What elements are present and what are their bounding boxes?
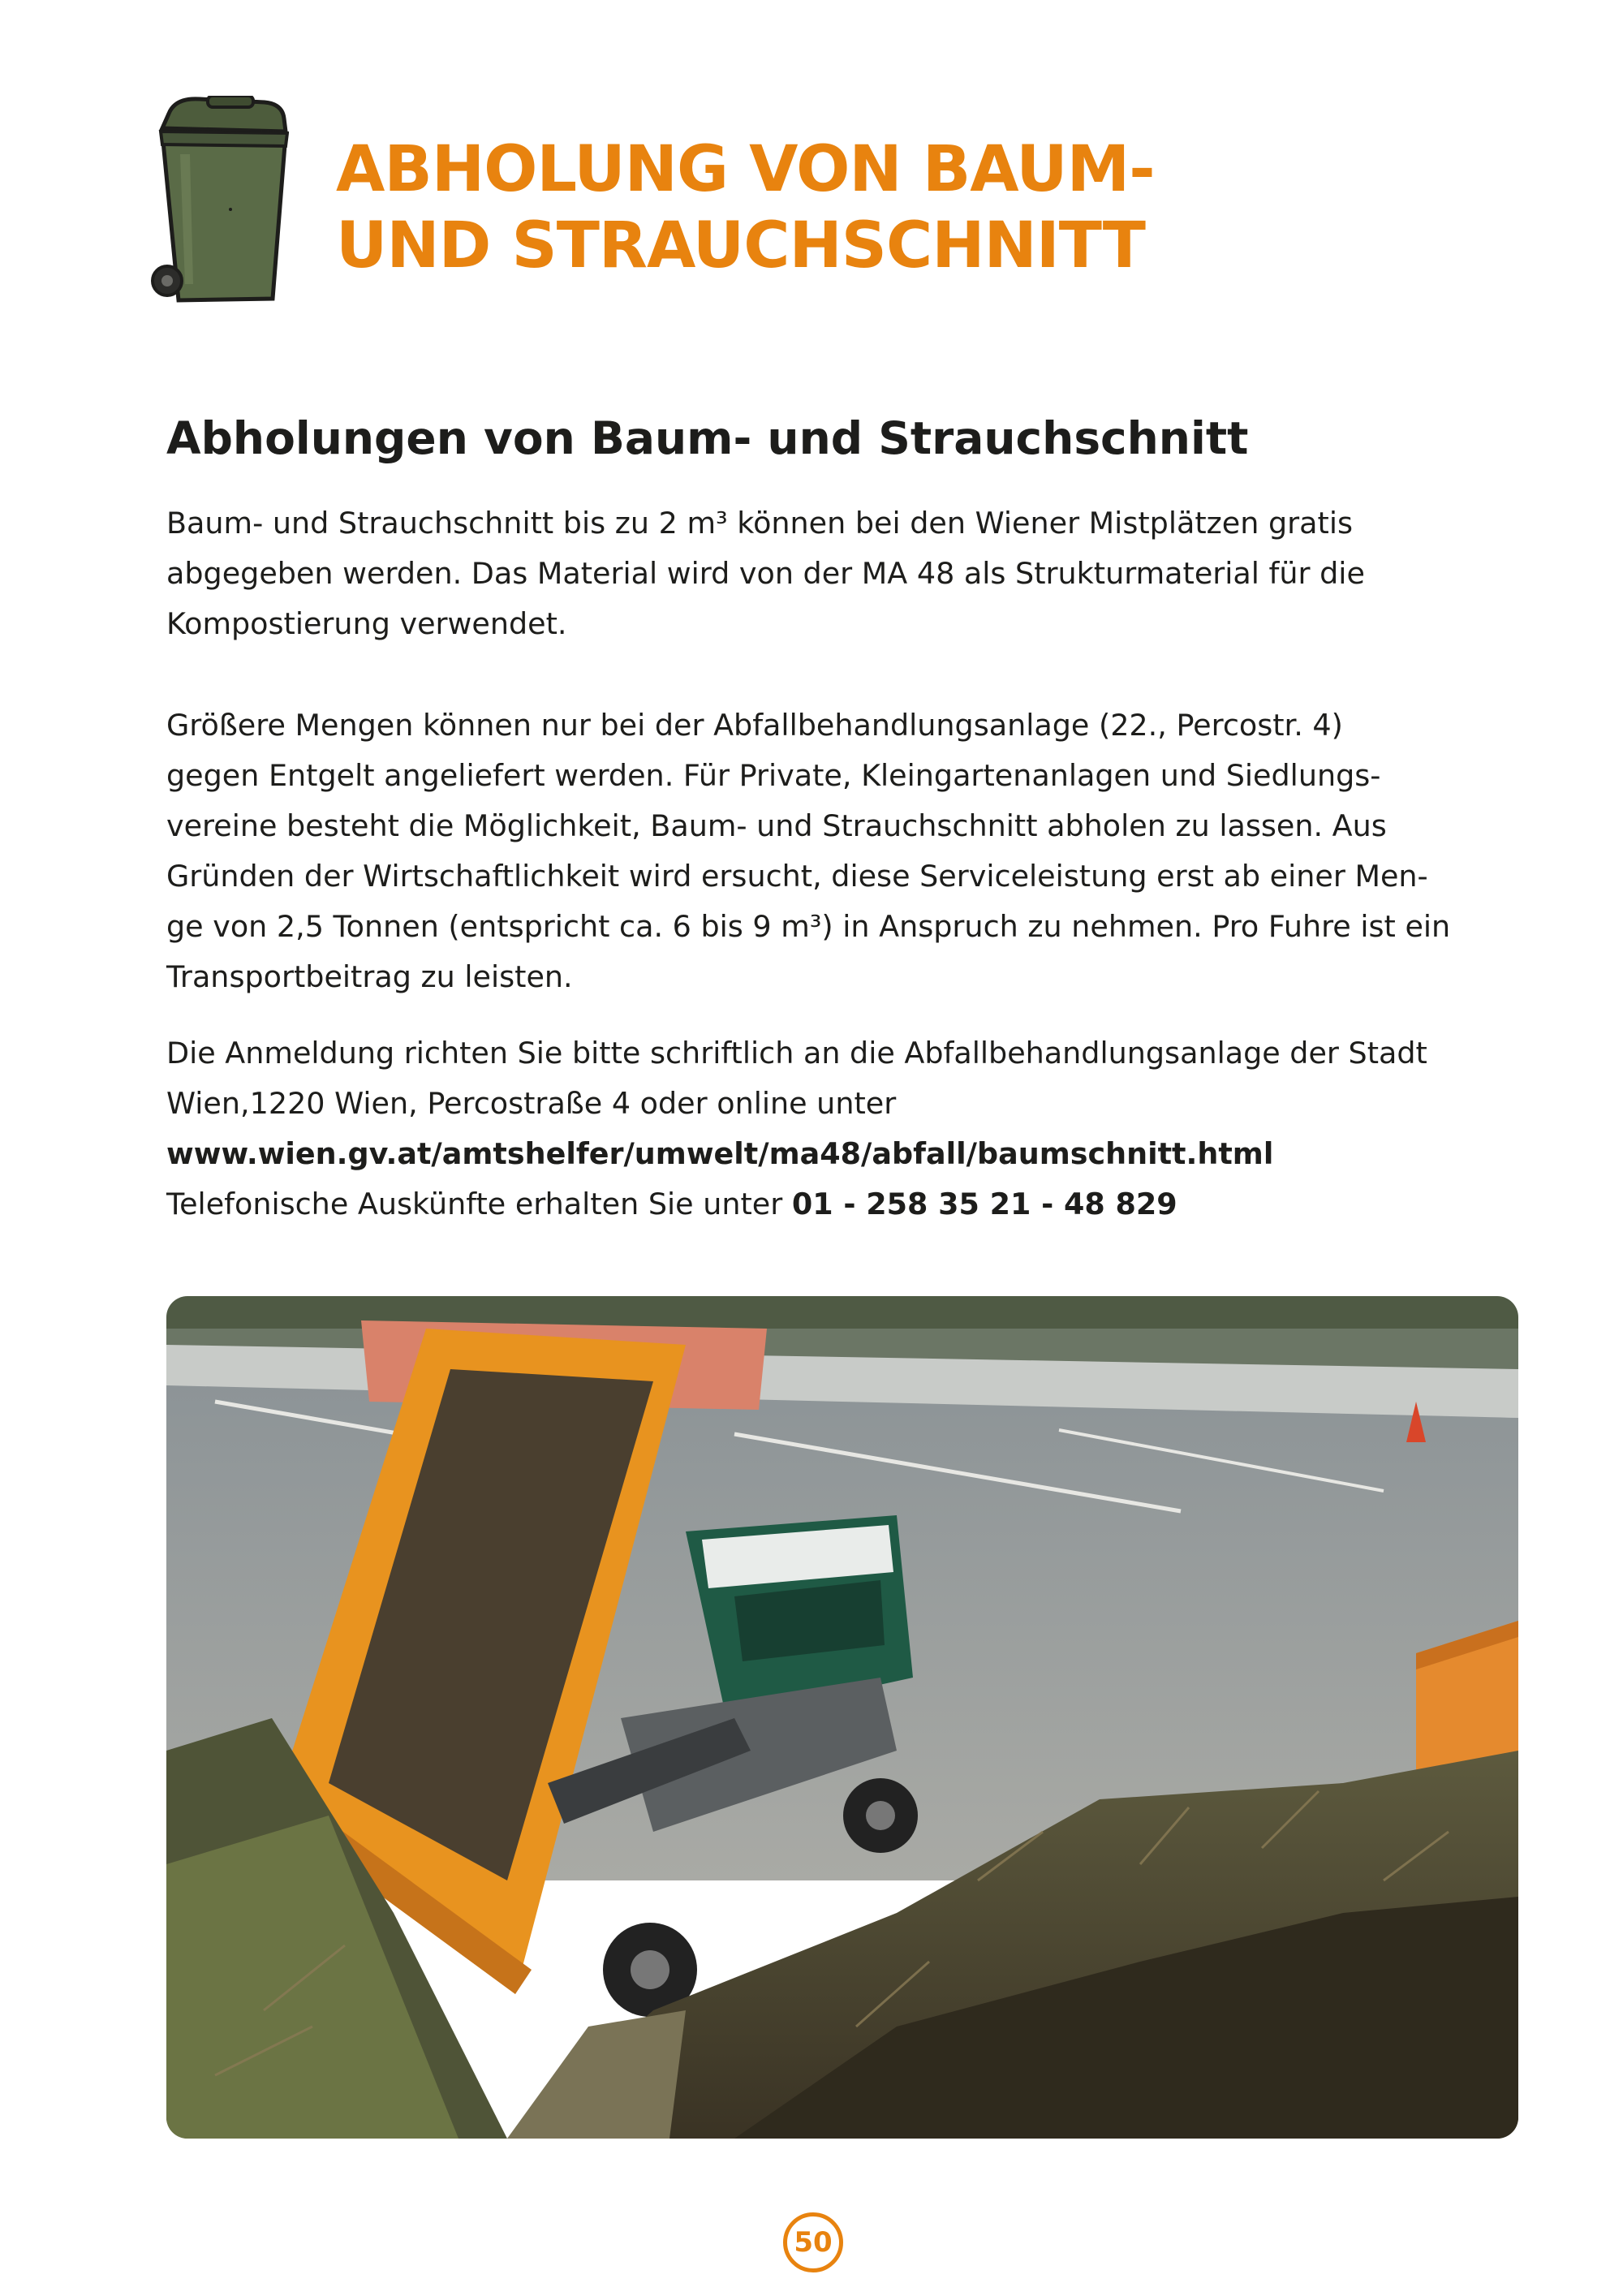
page-heading: [336, 131, 1155, 284]
registration-url-link[interactable]: www.wien.gv.at/amtshelfer/umwelt/ma48/abfall/baumschnitt.html: [166, 1136, 1274, 1171]
paragraph-intro: [166, 498, 1530, 649]
paragraph-large-quantities: [166, 700, 1530, 1002]
paragraph-line: Wien,1220 Wien, Percostraße 4 oder online unter: [166, 1086, 897, 1121]
paragraph-line: Gründen der Wirtschaftlichkeit wird ersucht, diese Serviceleistung erst ab einer Men-: [166, 859, 1428, 894]
paragraph-registration: [166, 1028, 1530, 1230]
section-title: Abholungen von Baum- und Strauchschnitt: [166, 412, 1249, 464]
paragraph-line: Transportbeitrag zu leisten.: [166, 959, 573, 994]
paragraph-line: vereine besteht die Möglichkeit, Baum- und Strauchschnitt abholen zu lassen. Aus: [166, 808, 1387, 843]
truck-unloading-photo: [166, 1296, 1518, 2139]
phone-prefix-text: Telefonische Auskünfte erhalten Sie unter: [166, 1187, 792, 1221]
phone-number: 01 - 258 35 21 - 48 829: [791, 1187, 1177, 1221]
paragraph-line: ge von 2,5 Tonnen (entspricht ca. 6 bis 9 m³) in Anspruch zu nehmen. Pro Fuhre ist ein: [166, 909, 1451, 944]
paragraph-line: gegen Entgelt angeliefert werden. Für Private, Kleingartenanlagen und Siedlungs-: [166, 758, 1381, 793]
paragraph-line: Die Anmeldung richten Sie bitte schriftlich an die Abfallbehandlungsanlage der Stadt: [166, 1036, 1427, 1070]
waste-bin-icon: [151, 96, 289, 308]
page-heading-line2: UND STRAUCHSCHNITT: [336, 209, 1145, 282]
paragraph-line: Größere Mengen können nur bei der Abfallbehandlungsanlage (22., Percostr. 4): [166, 708, 1343, 743]
paragraph-line: abgegeben werden. Das Material wird von der MA 48 als Strukturmaterial für die: [166, 556, 1365, 591]
page-number: 50: [783, 2212, 843, 2272]
paragraph-line: Baum- und Strauchschnitt bis zu 2 m³ können bei den Wiener Mistplätzen gratis: [166, 506, 1353, 541]
paragraph-line: Kompostierung verwendet.: [166, 606, 567, 641]
page-heading-line1: ABHOLUNG VON BAUM-: [336, 133, 1155, 206]
